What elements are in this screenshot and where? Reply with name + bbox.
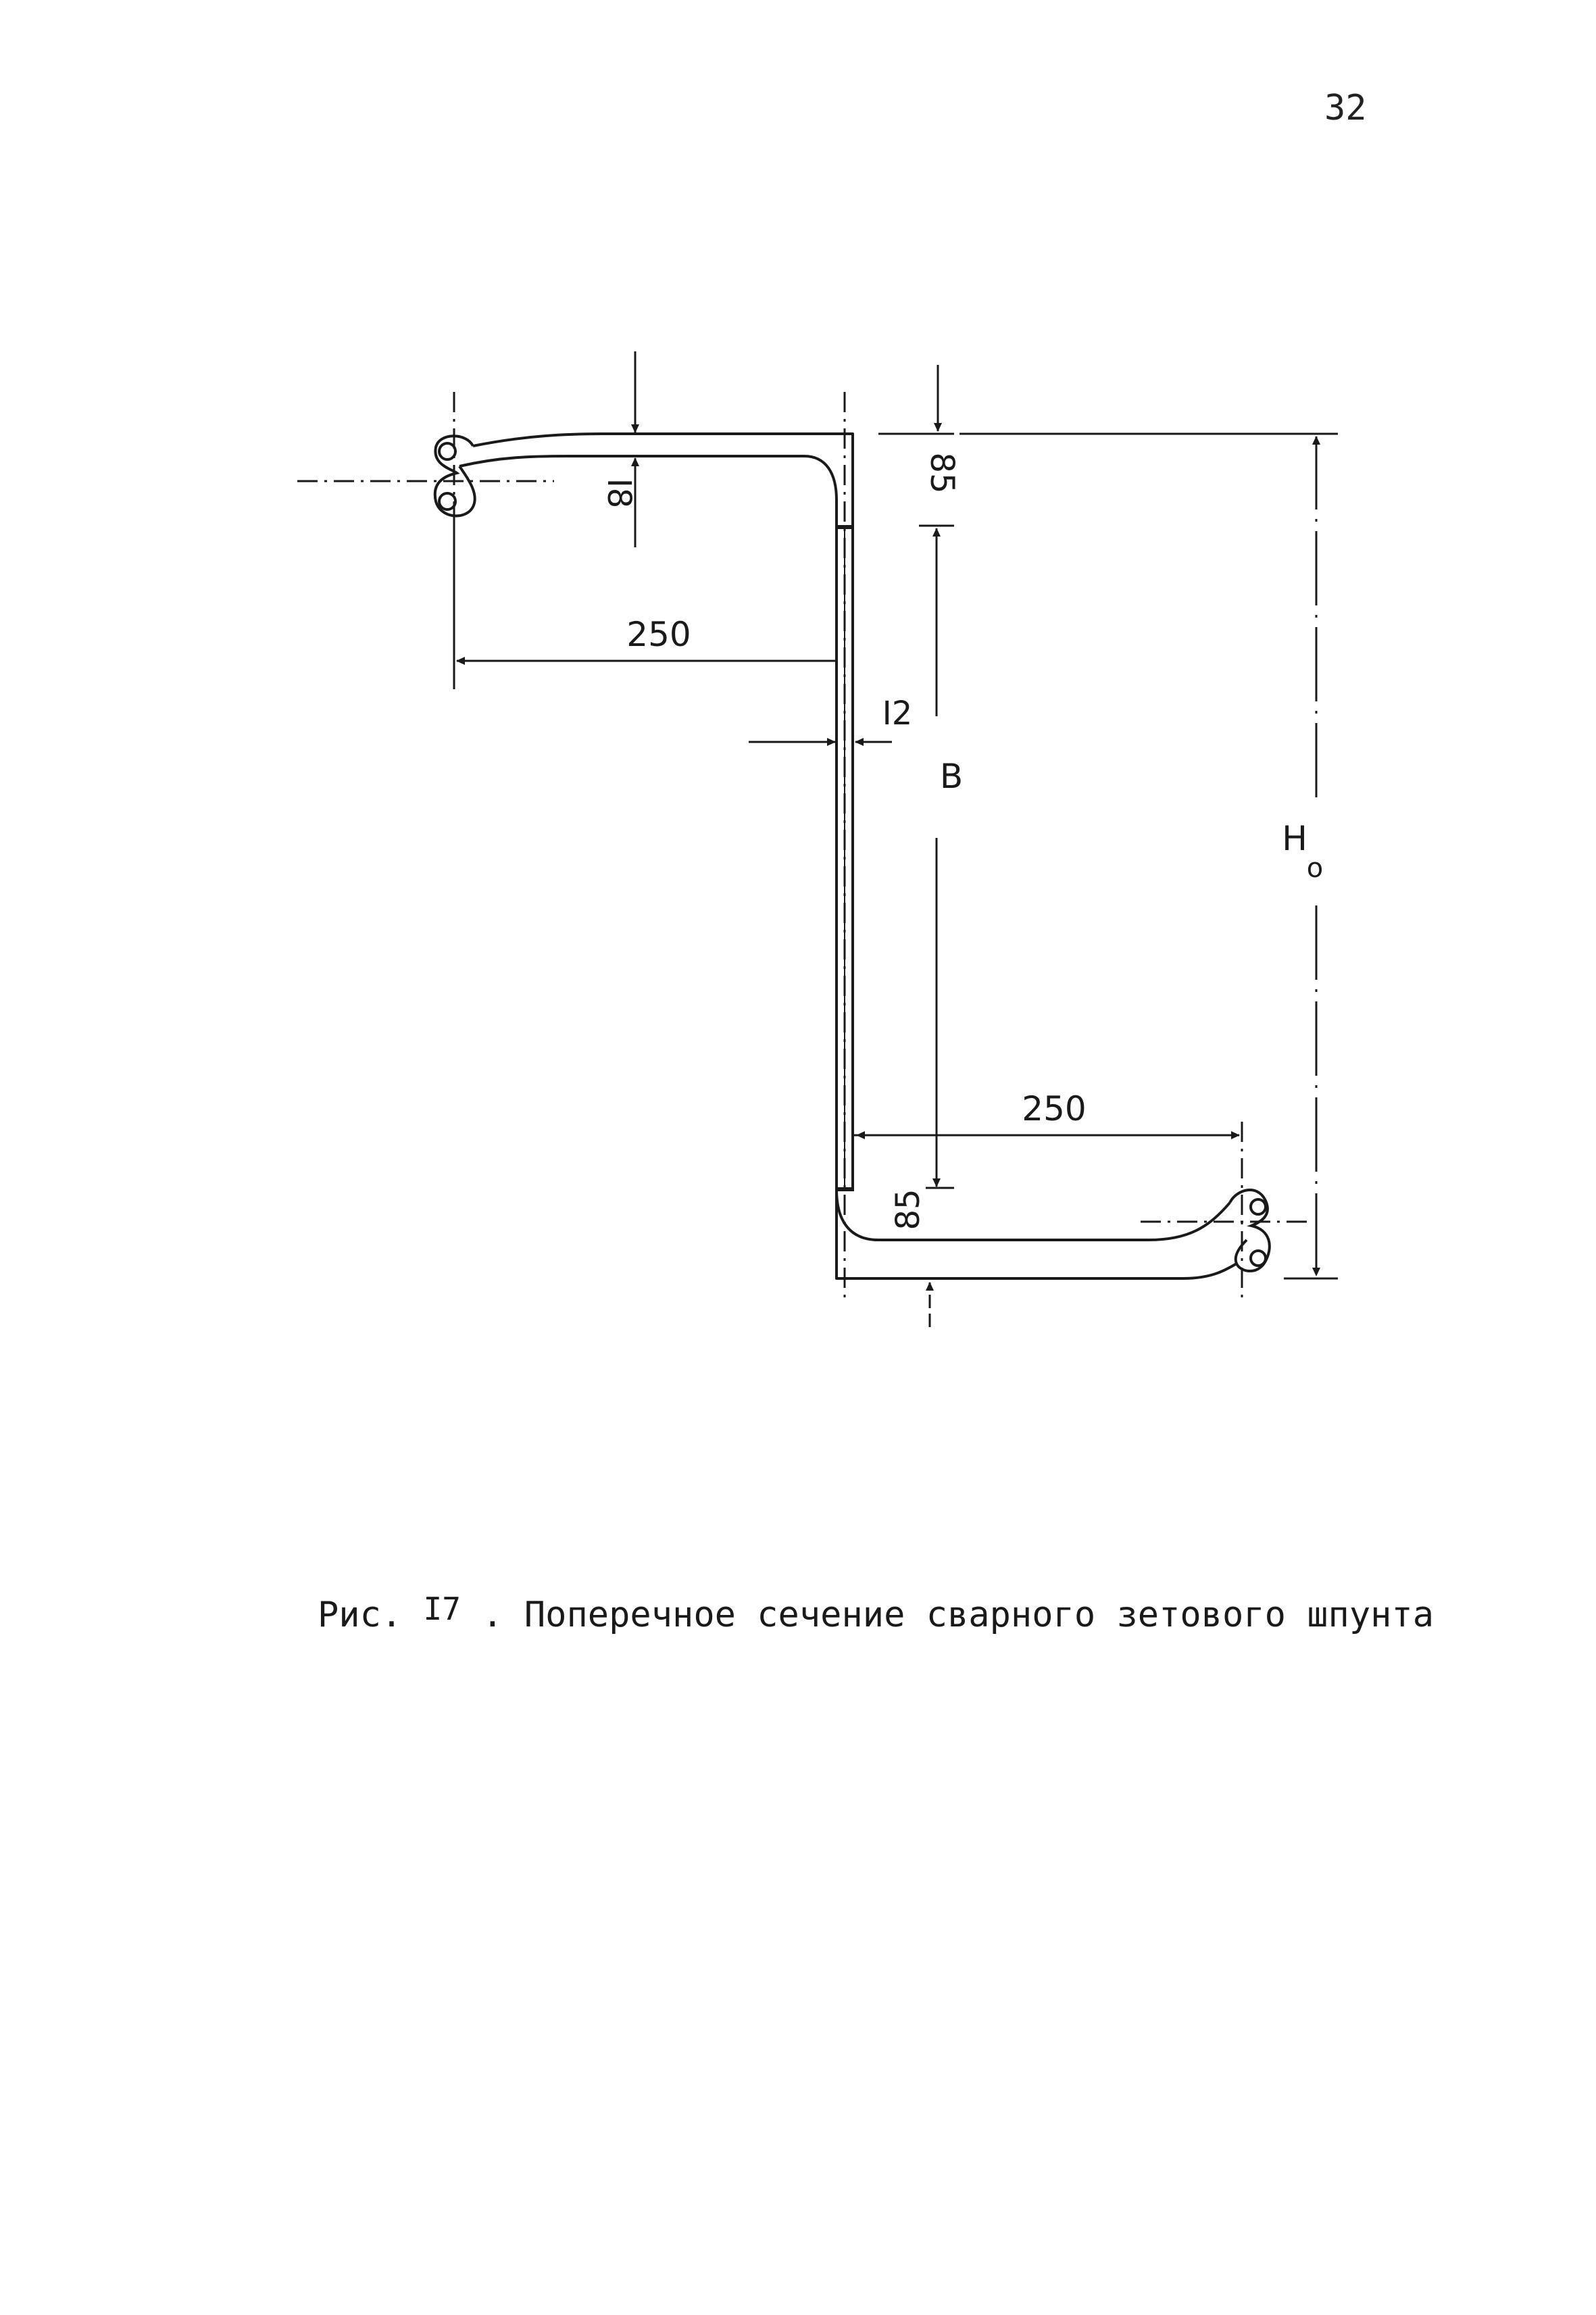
- dim-label-web-thickness: I2: [882, 695, 913, 732]
- dim-label-bottom-offset: 85: [889, 1189, 927, 1230]
- dim-label-top-flange-thickness: I8: [600, 478, 638, 509]
- dim-top-flange-width: [454, 514, 837, 689]
- z-profile-outline: [459, 434, 1237, 1278]
- dim-bottom-offset: [926, 1188, 954, 1327]
- centerlines: [297, 392, 1311, 1304]
- dim-label-total-height: H: [1282, 819, 1307, 858]
- dim-label-top-flange-width: 250: [626, 615, 691, 654]
- dim-label-web-height: B: [939, 757, 964, 796]
- caption-text: . Поперечное сечение сварного зетового шпунта: [482, 1595, 1435, 1635]
- bottom-right-interlock: [1230, 1190, 1270, 1271]
- dim-label-total-height-subscript: o: [1306, 853, 1324, 884]
- dim-label-top-offset: 85: [923, 452, 961, 494]
- caption-figure-number: I7: [423, 1591, 461, 1627]
- dim-top-offset: [878, 365, 954, 526]
- caption-prefix: Рис.: [318, 1595, 403, 1635]
- page-number: 32: [1324, 88, 1367, 128]
- dim-label-bottom-flange-width: 250: [1022, 1089, 1087, 1128]
- figure-caption: [318, 1591, 1435, 1635]
- dim-total-height: [959, 434, 1338, 1278]
